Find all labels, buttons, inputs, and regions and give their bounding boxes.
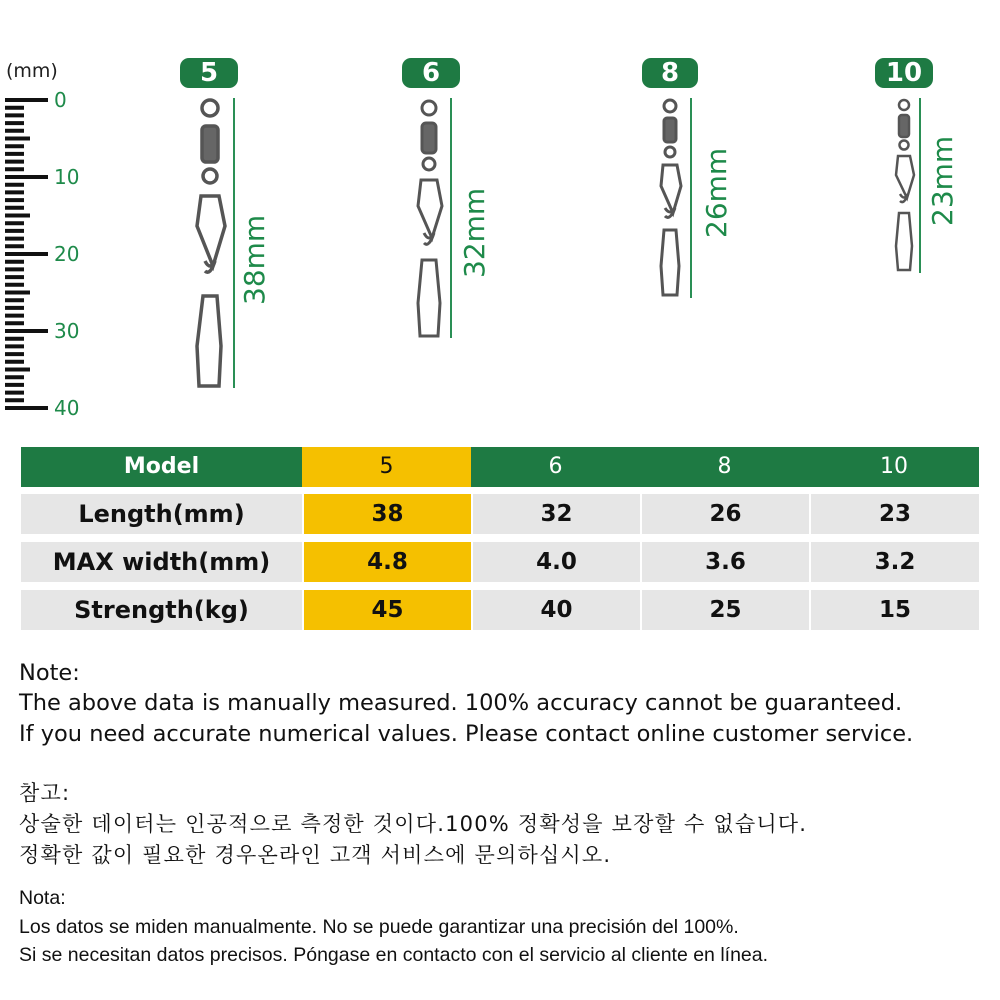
- table-header-cell: 6: [471, 447, 640, 487]
- table-cell: 26: [640, 494, 809, 534]
- ruler-tick-label: 0: [54, 88, 67, 112]
- size-badge-6: 6: [402, 58, 460, 88]
- table-cell: 3.2: [809, 542, 979, 582]
- size-badge-5: 5: [180, 58, 238, 88]
- table-row-label: MAX width(mm): [21, 542, 302, 582]
- length-line-5: [233, 98, 235, 388]
- table-cell: 4.0: [471, 542, 640, 582]
- table-header-cell: 8: [640, 447, 809, 487]
- ruler-unit-label: (mm): [6, 60, 58, 82]
- ruler-tick-label: 30: [54, 319, 80, 343]
- table-row-label: Length(mm): [21, 494, 302, 534]
- note-es-line: Si se necesitan datos precisos. Póngase en contacto con el servicio al cliente en línea.: [19, 944, 769, 966]
- note-ko-line: 정확한 값이 필요한 경우온라인 고객 서비스에 문의하십시오.: [19, 843, 612, 867]
- table-cell: 15: [809, 590, 979, 630]
- snap-swivel-icon: [888, 98, 920, 273]
- table-cell: 32: [471, 494, 640, 534]
- ruler-tick-label: 40: [54, 396, 80, 420]
- length-label-10: 23mm: [926, 135, 959, 226]
- note-en-title: Note:: [19, 660, 80, 686]
- size-badge-8: 8: [642, 58, 698, 88]
- table-cell: 23: [809, 494, 979, 534]
- note-es-line: Los datos se miden manualmente. No se puede garantizar una precisión del 100%.: [19, 916, 739, 938]
- snap-swivel-icon: [185, 96, 235, 396]
- table-row: [21, 590, 979, 630]
- length-label-6: 32mm: [458, 187, 491, 278]
- length-line-8: [690, 98, 692, 298]
- table-cell: 38: [302, 494, 471, 534]
- note-en-line: If you need accurate numerical values. Please contact online customer service.: [19, 721, 914, 747]
- snap-swivel-icon: [408, 98, 450, 343]
- snap-swivel-icon: [652, 98, 688, 298]
- table-header-cell: Model: [21, 447, 302, 487]
- note-es-title: Nota:: [19, 887, 66, 909]
- ruler-tick-label: 20: [54, 242, 80, 266]
- table-cell: 4.8: [302, 542, 471, 582]
- table-cell: 3.6: [640, 542, 809, 582]
- length-line-6: [450, 98, 452, 338]
- table-header-cell: 10: [809, 447, 979, 487]
- table-cell: 40: [471, 590, 640, 630]
- ruler-tick-label: 10: [54, 165, 80, 189]
- table-row-label: Strength(kg): [21, 590, 302, 630]
- length-label-8: 26mm: [700, 147, 733, 238]
- ruler-icon: [0, 0, 90, 430]
- length-label-5: 38mm: [238, 214, 271, 305]
- table-cell: 25: [640, 590, 809, 630]
- note-en-line: The above data is manually measured. 100% accuracy cannot be guaranteed.: [19, 690, 903, 716]
- table-cell: 45: [302, 590, 471, 630]
- size-badge-10: 10: [875, 58, 933, 88]
- table-row: [21, 542, 979, 582]
- note-ko-line: 상술한 데이터는 인공적으로 측정한 것이다.100% 정확성을 보장할 수 없습니다.: [19, 812, 808, 836]
- table-row: [21, 494, 979, 534]
- table-header-cell: 5: [302, 447, 471, 487]
- note-ko-title: 참고:: [19, 781, 71, 805]
- table-header-row: [21, 447, 979, 487]
- length-line-10: [919, 98, 921, 273]
